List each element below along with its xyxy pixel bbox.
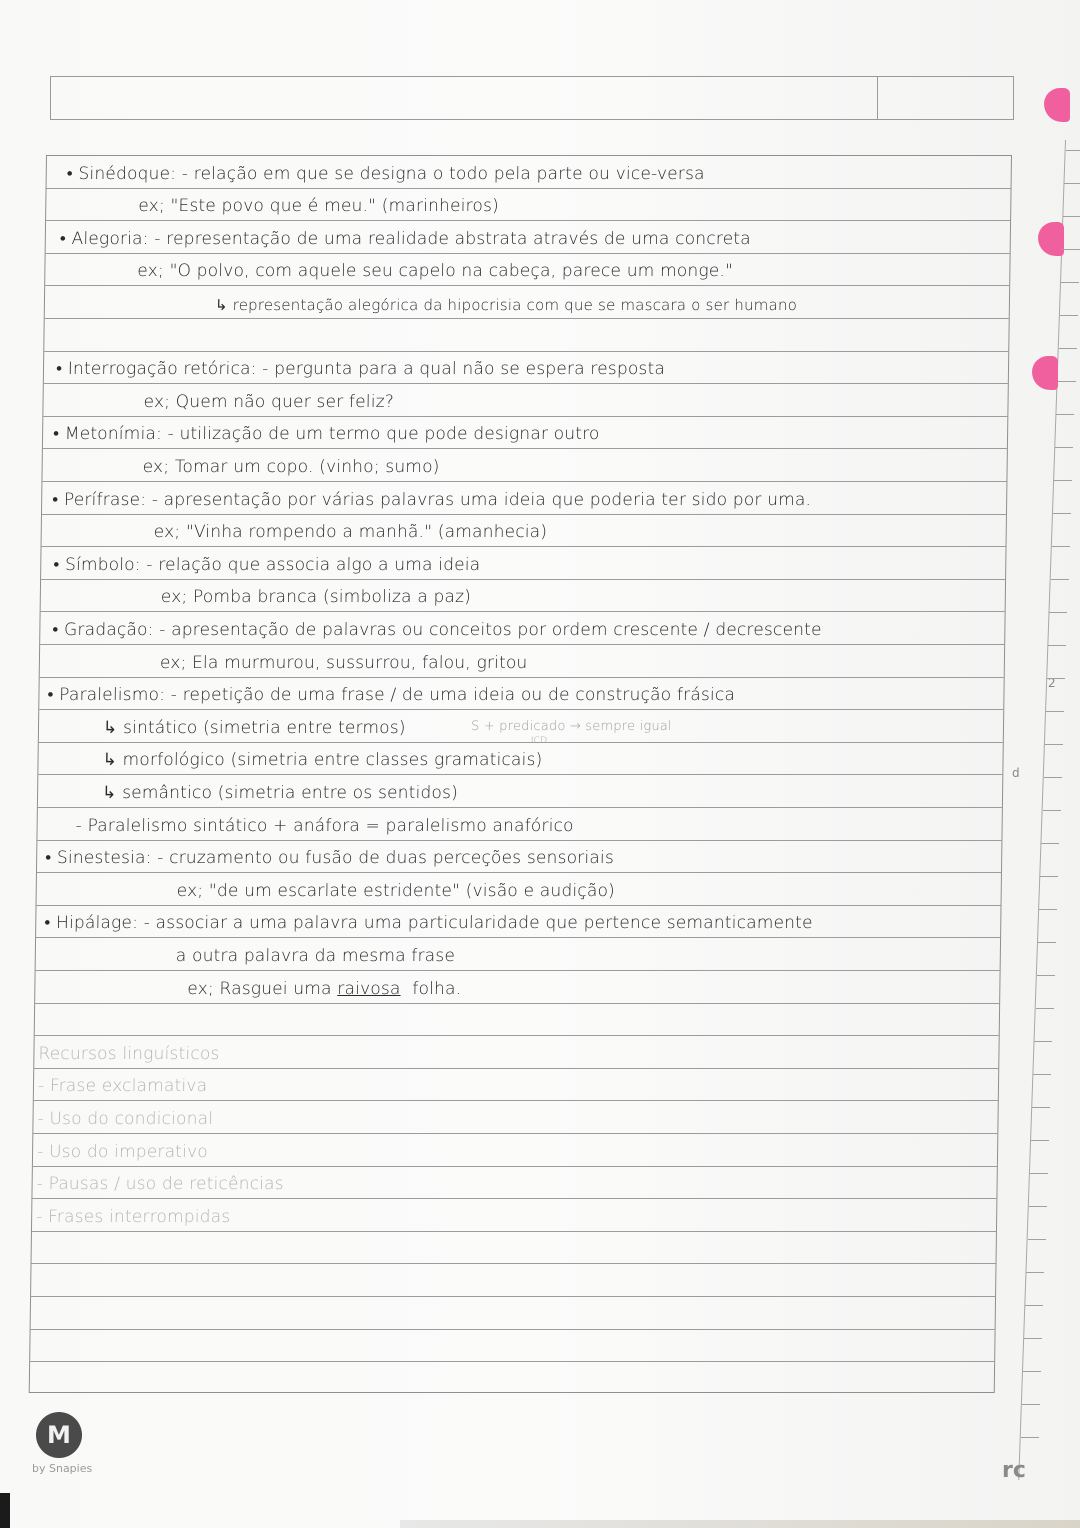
handwritten-text: ex; Pomba branca (simboliza a paz): [160, 587, 472, 608]
brand-caption: by Snapies: [32, 1462, 93, 1475]
notebook-line: [32, 1167, 996, 1200]
handwritten-text: • Interrogação retórica: - pergunta para a qual não se espera resposta: [55, 359, 666, 380]
margin-tick: [1036, 1008, 1054, 1009]
margin-tick: [1021, 1437, 1039, 1438]
margin-tick: [1032, 1107, 1050, 1108]
margin-tick: [1029, 1206, 1047, 1207]
handwritten-text: ex; "Este povo que é meu." (marinheiros): [138, 196, 500, 217]
margin-tick: [1024, 1338, 1042, 1339]
margin-tick: [1044, 777, 1062, 778]
margin-tick: [1049, 612, 1067, 613]
scan-bottom-edge: [400, 1520, 1080, 1528]
corner-mark: rc: [1002, 1458, 1026, 1483]
margin-tick: [1022, 1404, 1040, 1405]
handwritten-text: • Alegoria: - representação de uma realidade abstrata através de uma concreta: [59, 228, 751, 249]
margin-tick: [1040, 876, 1058, 877]
notebook-line: [35, 971, 999, 1004]
scan-edge: [0, 1493, 10, 1528]
margin-tick: [1037, 975, 1055, 976]
margin-tick: [1025, 1305, 1043, 1306]
handwritten-text: ex; Rasguei uma: [187, 978, 332, 999]
pink-index-tab[interactable]: [1032, 356, 1058, 390]
handwritten-text: ex; "O polvo, com aquele seu capelo na cabeça, parece um monge.": [137, 261, 734, 282]
notebook-line: [42, 482, 1006, 515]
notebook-line: [37, 873, 1001, 906]
margin-tick: [1055, 447, 1073, 448]
notebook-line: [41, 580, 1005, 613]
margin-tick: [1048, 645, 1066, 646]
notebook-line: [37, 841, 1001, 874]
notebook-line: [46, 189, 1010, 222]
handwritten-text: ↳ morfológico (simetria entre classes gramaticais): [102, 750, 543, 771]
notebook-line: [43, 417, 1007, 450]
notebook-line: [33, 1101, 997, 1134]
margin-tick: [1039, 909, 1057, 910]
handwritten-text: - Frase exclamativa: [37, 1076, 208, 1097]
margin-tick: [1046, 711, 1064, 712]
notebook-line: [38, 743, 1002, 776]
margin-tick: [1045, 744, 1063, 745]
notebook-line: [40, 645, 1004, 678]
lined-notes-area: [29, 155, 1012, 1393]
margin-tick: [1053, 513, 1071, 514]
notebook-line: [38, 775, 1002, 808]
handwritten-text: ↳ representação alegórica da hipocrisia com que se mascara o ser humano: [214, 295, 798, 314]
margin-tick: [1047, 678, 1065, 679]
notebook-line: [37, 808, 1001, 841]
margin-tick: [1043, 810, 1061, 811]
handwritten-text: • Sinédoque: - relação em que se designa o todo pela parte ou vice-versa: [66, 163, 705, 184]
margin-tick: [1041, 843, 1059, 844]
handwritten-text: ex; Quem não quer ser feliz?: [143, 391, 395, 412]
pencil-annotation-sub: ICD: [530, 735, 548, 746]
notebook-line: [36, 906, 1000, 939]
handwritten-text: ex; Ela murmurou, sussurrou, falou, gritou: [159, 652, 528, 673]
page-header-box: [50, 76, 1014, 120]
notebook-line: [44, 352, 1008, 385]
margin-tick: [1038, 942, 1056, 943]
handwritten-text: - Uso do condicional: [37, 1108, 214, 1129]
pink-index-tab[interactable]: [1038, 222, 1064, 256]
handwritten-text: ex; "Vinha rompendo a manhã." (amanhecia): [153, 522, 548, 543]
notebook-line: [40, 612, 1004, 645]
underlined-word: raivosa: [337, 978, 401, 999]
handwritten-text: • Perífrase: - apresentação por várias palavras uma ideia que poderia ter sido por uma.: [52, 489, 812, 510]
handwritten-text: Recursos linguísticos: [38, 1043, 220, 1064]
notebook-line: [35, 1004, 999, 1037]
margin-tick: [1023, 1371, 1041, 1372]
margin-tick: [1030, 1173, 1048, 1174]
logo-letter: M: [47, 1421, 71, 1449]
notebook-line: [39, 710, 1003, 746]
handwritten-text: ↳ semântico (simetria entre os sentidos): [101, 782, 459, 803]
margin-tick: [1031, 1140, 1049, 1141]
handwritten-text: - Paralelismo sintático + anáfora = paralelismo anafórico: [75, 815, 574, 836]
handwritten-text: ↳ sintático (simetria entre termos): [102, 717, 406, 738]
handwritten-text: a outra palavra da mesma frase: [175, 945, 456, 966]
notebook-line: [31, 1264, 995, 1297]
margin-tick: [1060, 315, 1078, 316]
handwritten-text: ex; Tomar um copo. (vinho; sumo): [142, 456, 440, 477]
handwritten-text: • Gradação: - apresentação de palavras ou conceitos por ordem crescente / decrescente: [52, 619, 822, 640]
notebook-line: [44, 319, 1008, 352]
handwritten-text: • Paralelismo: - repetição de uma frase / de uma ideia ou de construção frásica: [47, 685, 736, 706]
notebook-line: [34, 1069, 998, 1102]
notebook-line: [39, 678, 1003, 711]
handwritten-text: • Hipálage: - associar a uma palavra uma particularidade que pertence semanticamente: [44, 913, 813, 934]
handwritten-text: folha.: [412, 978, 462, 999]
pencil-annotation: S + predicado → sempre igual: [470, 718, 672, 734]
margin-tick: [1061, 282, 1079, 283]
notebook-line: [30, 1330, 994, 1363]
index-tab-strip: [1010, 60, 1080, 1440]
margin-tick: [1026, 1272, 1044, 1273]
notebook-line: [46, 221, 1010, 254]
handwritten-text: ex; "de um escarlate estridente" (visão e audição): [176, 880, 616, 901]
handwritten-text: • Metonímia: - utilização de um termo que pode designar outro: [52, 424, 600, 445]
margin-tick: [1056, 414, 1074, 415]
brand-logo: [36, 1412, 82, 1458]
notebook-line: [34, 1036, 998, 1069]
notebook-line: [45, 286, 1009, 319]
margin-tick: [1033, 1074, 1051, 1075]
notebook-line: [45, 254, 1009, 287]
notebook-line: [36, 938, 1000, 971]
margin-tick: [1059, 348, 1077, 349]
notebook-line: [32, 1199, 996, 1232]
margin-tick: [1034, 1041, 1052, 1042]
margin-tick: [1066, 150, 1080, 151]
notebook-line: [33, 1134, 997, 1167]
handwritten-text: • Sinestesia: - cruzamento ou fusão de duas perceções sensoriais: [45, 848, 615, 869]
margin-mark: d: [1012, 766, 1020, 780]
notebook-line: [30, 1362, 994, 1395]
margin-tick: [1051, 579, 1069, 580]
margin-mark: 2: [1048, 676, 1056, 690]
notebook-line: [42, 449, 1006, 482]
notebook-line: [41, 547, 1005, 580]
margin-tick: [1054, 480, 1072, 481]
margin-tick: [1064, 183, 1080, 184]
handwritten-text: • Símbolo: - relação que associa algo a uma ideia: [53, 554, 481, 575]
margin-tick: [1058, 381, 1076, 382]
handwritten-text: - Frases interrompidas: [36, 1206, 231, 1227]
pink-index-tab[interactable]: [1044, 88, 1070, 122]
margin-tick: [1062, 249, 1080, 250]
handwritten-text: - Uso do imperativo: [36, 1141, 209, 1162]
header-date-divider: [877, 77, 878, 119]
handwritten-text: - Pausas / uso de reticências: [36, 1174, 284, 1195]
margin-tick: [1028, 1239, 1046, 1240]
notebook-line: [47, 156, 1011, 189]
notebook-line: [32, 1232, 996, 1265]
notebook-line: [43, 384, 1007, 417]
margin-tick: [1052, 546, 1070, 547]
notebook-line: [31, 1297, 995, 1330]
margin-tick: [1063, 216, 1080, 217]
notebook-line: [42, 515, 1006, 548]
